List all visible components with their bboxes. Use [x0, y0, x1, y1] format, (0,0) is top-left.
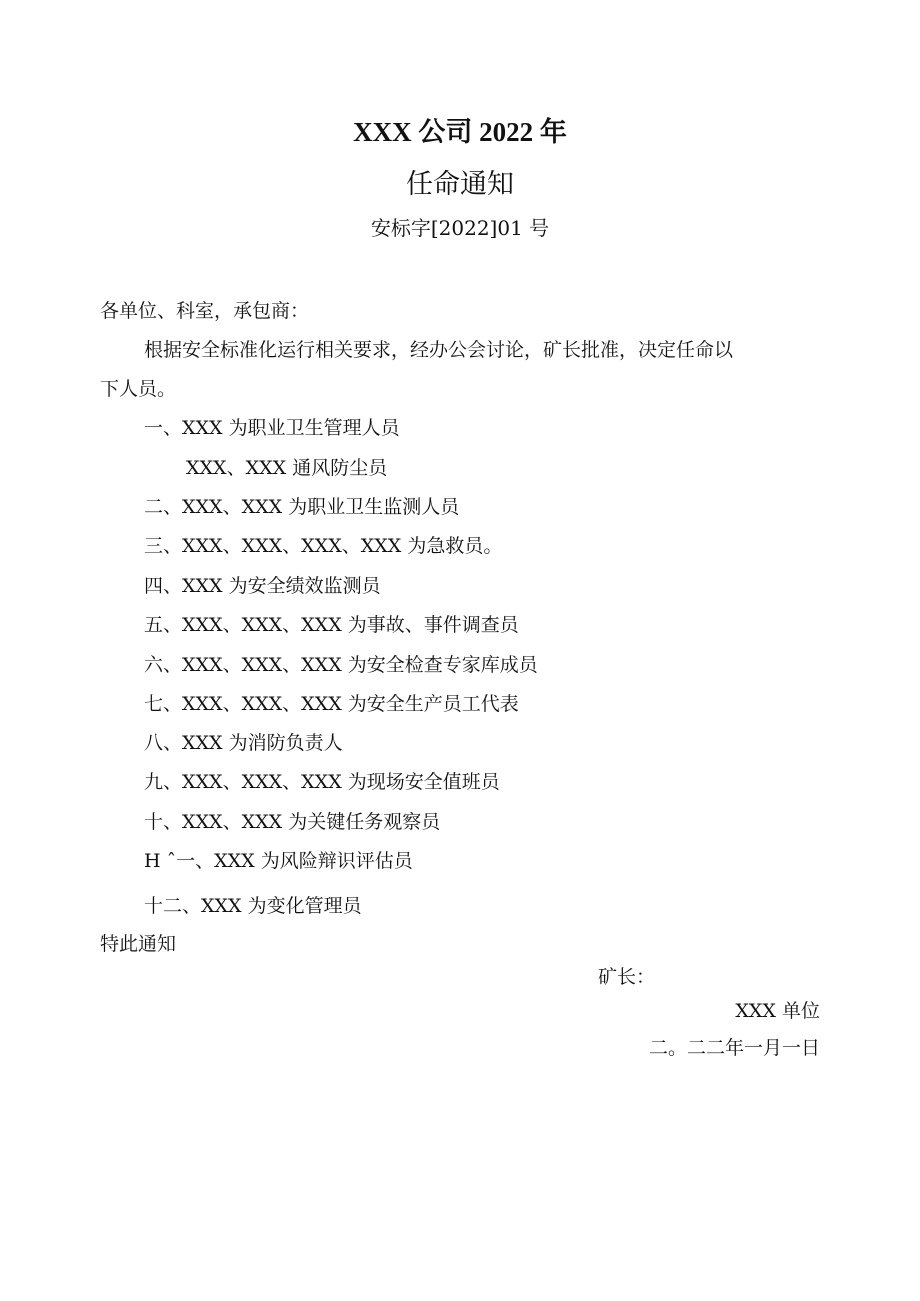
salutation: 各单位、科室，承包商：	[100, 300, 310, 322]
list-item: 十二、XXX 为变化管理员	[144, 895, 362, 917]
list-item: 五、XXX、XXX、XXX 为事故、事件调查员	[144, 614, 519, 636]
signature-title: 矿长：	[598, 966, 656, 988]
document-number: 安标字[2022]01 号	[370, 216, 550, 240]
intro-paragraph-line-1: 根据安全标准化运行相关要求，经办公会讨论，矿长批准，决定任命以	[144, 339, 734, 361]
intro-paragraph-line-2: 下人员。	[100, 378, 177, 400]
list-item: 七、XXX、XXX、XXX 为安全生产员工代表	[144, 693, 519, 715]
signature-unit: XXX 单位	[735, 1000, 820, 1022]
list-item: H ˆ一、XXX 为风险辩识评估员	[144, 850, 413, 872]
document-subtitle: 任命通知	[406, 169, 514, 200]
list-item: 四、XXX 为安全绩效监测员	[144, 575, 381, 597]
list-item: 六、XXX、XXX、XXX 为安全检查专家库成员	[144, 654, 538, 676]
list-item: 九、XXX、XXX、XXX 为现场安全值班员	[144, 771, 500, 793]
closing-text: 特此通知	[100, 933, 177, 955]
signature-date: 二。二二年一月一日	[648, 1037, 820, 1059]
list-item: 八、XXX 为消防负责人	[144, 732, 343, 754]
list-item: 三、XXX、XXX、XXX、XXX 为急救员。	[144, 535, 503, 557]
list-item: 二、XXX、XXX 为职业卫生监测人员	[144, 496, 460, 518]
document-title: XXX 公司 2022 年	[353, 117, 567, 147]
list-item: 一、XXX 为职业卫生管理人员	[144, 417, 400, 439]
list-item: XXX、XXX 通风防尘员	[186, 457, 388, 479]
list-item: 十、XXX、XXX 为关键任务观察员	[144, 811, 441, 833]
